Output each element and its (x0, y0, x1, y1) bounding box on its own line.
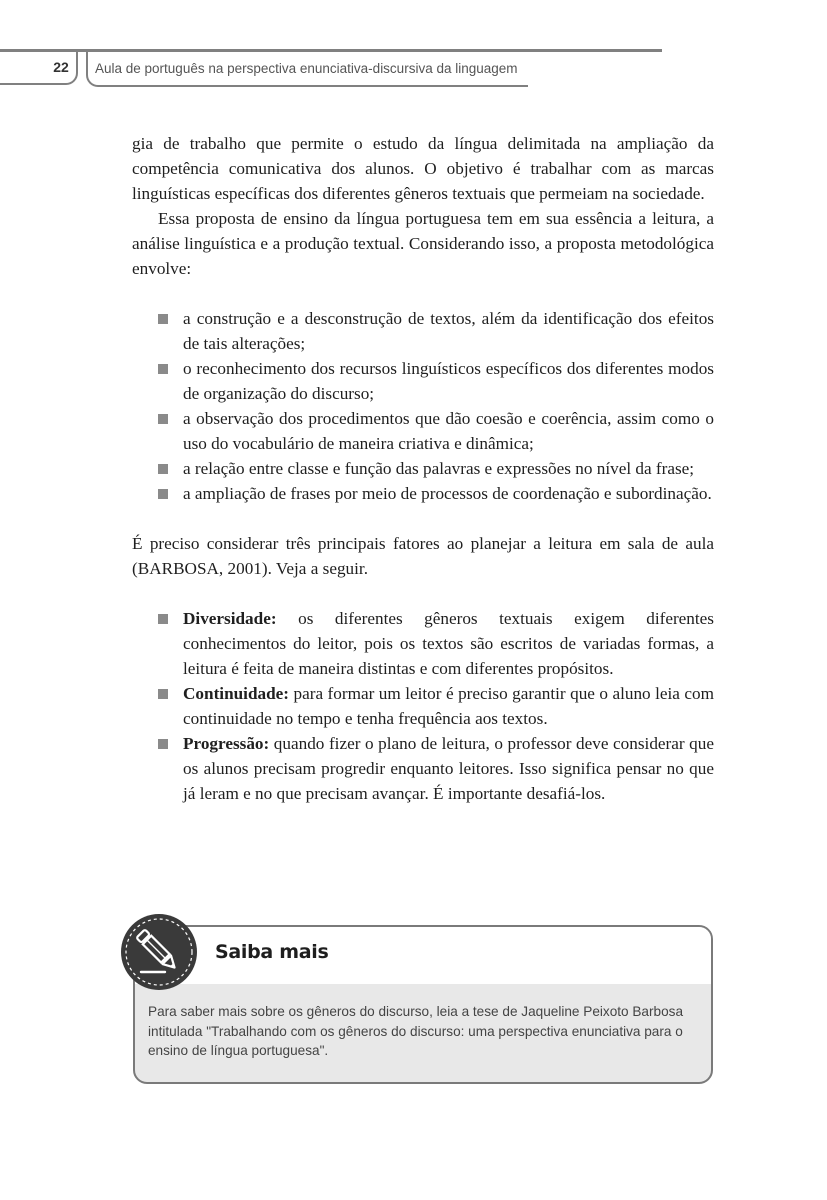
list-item: a construção e a desconstrução de textos, além da identificação dos efeitos de tais alterações; (132, 306, 714, 356)
saiba-mais-text: Para saber mais sobre os gêneros do discurso, leia a tese de Jaqueline Peixoto Barbosa intitulada "Trabalhando com os gêneros do discurso: uma perspectiva enunciativa para o ensino de língua portuguesa". (148, 1004, 684, 1058)
square-bullet-icon (158, 364, 168, 374)
term-progressao: Progressão: (183, 734, 270, 753)
page-number: 22 (53, 59, 69, 75)
paragraph-reading-factors: É preciso considerar três principais fatores ao planejar a leitura em sala de aula (BARBOSA, 2001). Veja a seguir. (132, 534, 714, 578)
list-item: Progressão: quando fizer o plano de leitura, o professor deve considerar que os alunos precisam progredir enquanto leitores. Isso significa pensar no que já leram e no que precisam avançar. É importante desafiá-los. (132, 731, 714, 806)
square-bullet-icon (158, 314, 168, 324)
running-title: Aula de português na perspectiva enunciativa-discursiva da linguagem (95, 61, 518, 76)
square-bullet-icon (158, 689, 168, 699)
term-diversidade: Diversidade: (183, 609, 277, 628)
saiba-mais-box (133, 925, 713, 1084)
square-bullet-icon (158, 414, 168, 424)
paragraph-continuation: gia de trabalho que permite o estudo da língua delimitada na ampliação da competência comunicativa dos alunos. O objetivo é trabalhar com as marcas linguísticas específicas dos diferentes gêneros textuais que permeiam na sociedade. (132, 134, 714, 203)
list-item: o reconhecimento dos recursos linguísticos específicos dos diferentes modos de organização do discurso; (132, 356, 714, 406)
saiba-mais-title: Saiba mais (215, 941, 329, 963)
reading-factors-list (132, 606, 714, 806)
square-bullet-icon (158, 489, 168, 499)
methodology-list (132, 306, 714, 506)
square-bullet-icon (158, 739, 168, 749)
list-item: Continuidade: para formar um leitor é preciso garantir que o aluno leia com continuidade no tempo e tenha frequência aos textos. (132, 681, 714, 731)
list-item: a relação entre classe e função das palavras e expressões no nível da frase; (132, 456, 714, 481)
term-continuidade: Continuidade: (183, 684, 290, 703)
paragraph-methodology: Essa proposta de ensino da língua portuguesa tem em sua essência a leitura, a análise linguística e a produção textual. Considerando isso, a proposta metodológica envolve: (132, 209, 714, 278)
list-item: Diversidade: os diferentes gêneros textuais exigem diferentes conhecimentos do leitor, pois os textos são escritos de variadas formas, a leitura é feita de maneira distintas e com diferentes propósitos. (132, 606, 714, 681)
square-bullet-icon (158, 614, 168, 624)
body-text (132, 131, 714, 806)
pencil-icon (119, 912, 199, 992)
list-item: a ampliação de frases por meio de processos de coordenação e subordinação. (132, 481, 714, 506)
square-bullet-icon (158, 464, 168, 474)
list-item: a observação dos procedimentos que dão coesão e coerência, assim como o uso do vocabulário de maneira criativa e dinâmica; (132, 406, 714, 456)
